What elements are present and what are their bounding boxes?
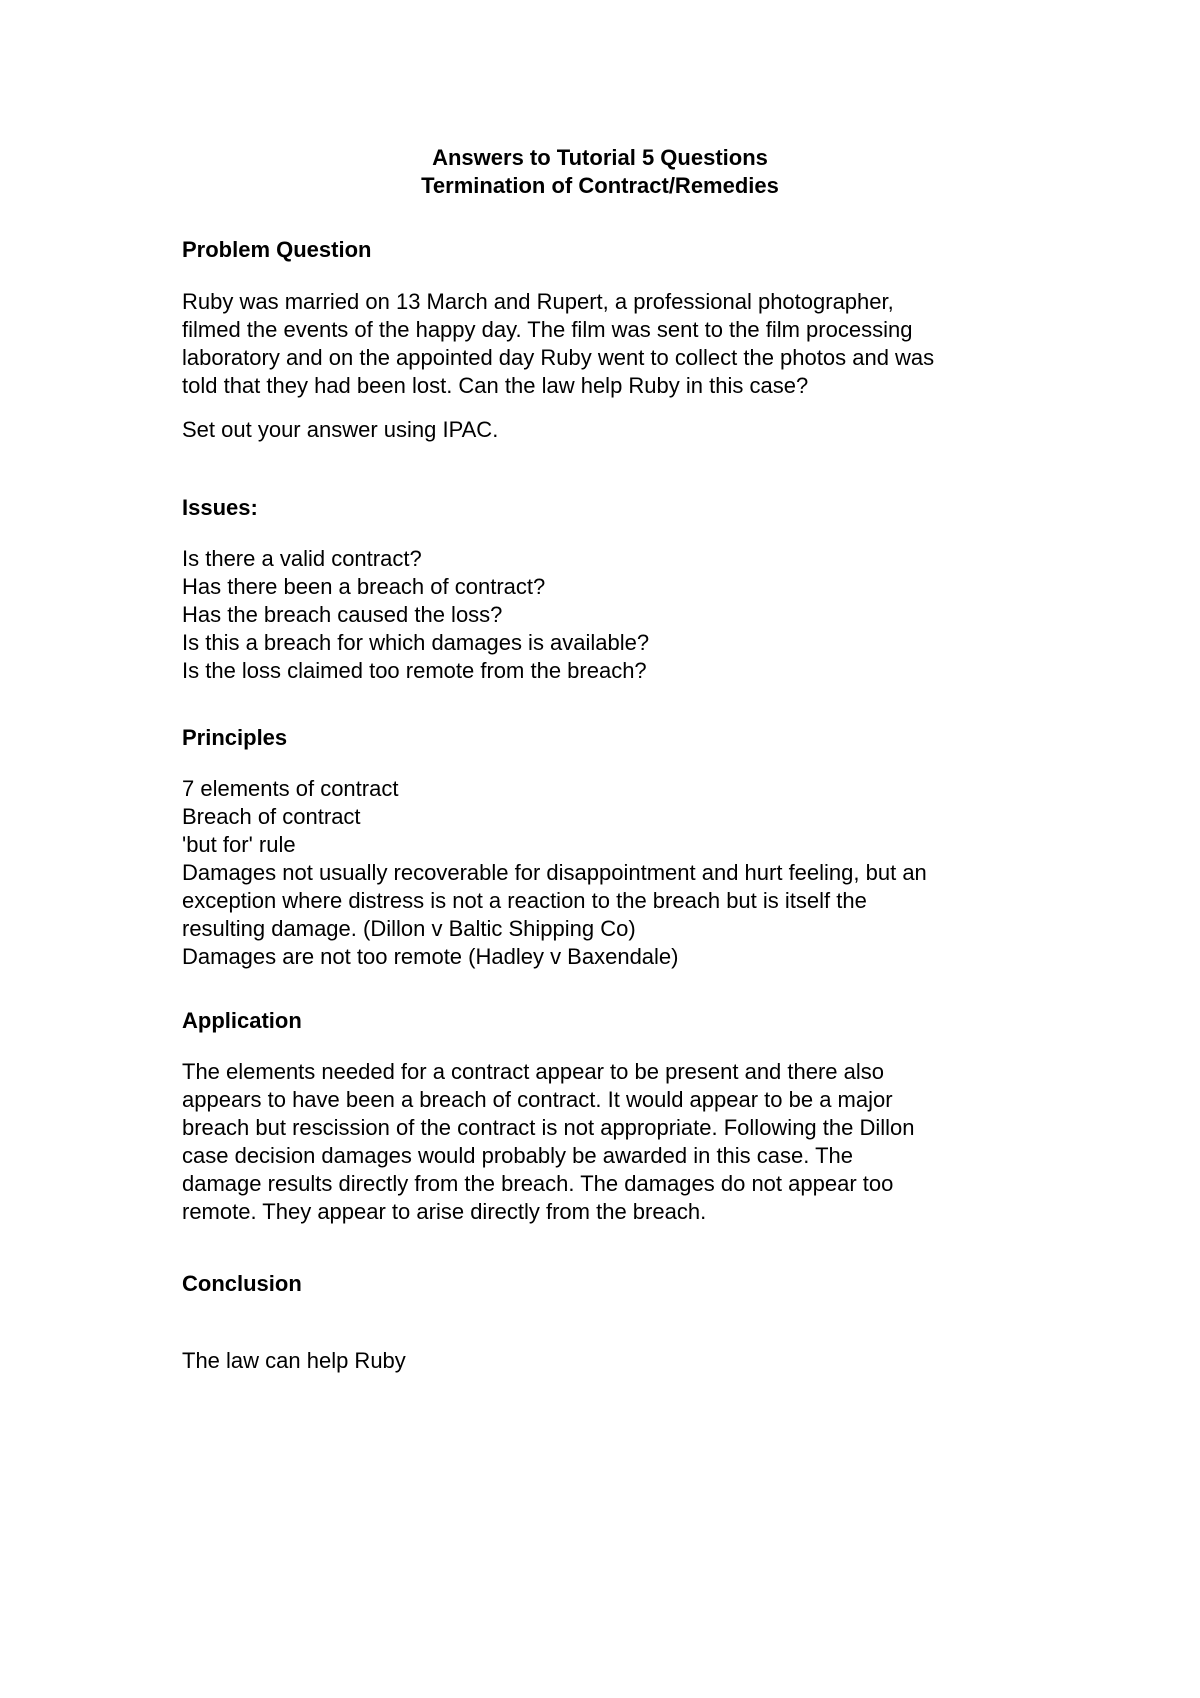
conclusion-heading: Conclusion xyxy=(182,1271,302,1296)
issue-item: Is this a breach for which damages is available? xyxy=(182,630,650,655)
principle-item: 'but for' rule xyxy=(182,832,296,857)
application-text xyxy=(182,1058,1042,1226)
issues-list xyxy=(182,545,1042,685)
problem-question-text xyxy=(182,288,1042,400)
problem-line: filmed the events of the happy day. The film was sent to the film processing xyxy=(182,317,913,342)
problem-question-heading: Problem Question xyxy=(182,237,372,262)
problem-line: told that they had been lost. Can the law help Ruby in this case? xyxy=(182,373,809,398)
application-line: remote. They appear to arise directly from the breach. xyxy=(182,1199,707,1224)
principles-list xyxy=(182,775,1042,971)
application-line: case decision damages would probably be awarded in this case. The xyxy=(182,1143,853,1168)
principle-item: Damages are not too remote (Hadley v Baxendale) xyxy=(182,944,679,969)
instruction-text: Set out your answer using IPAC. xyxy=(182,417,499,442)
title-line-1: Answers to Tutorial 5 Questions xyxy=(432,145,768,170)
issue-item: Has the breach caused the loss? xyxy=(182,602,503,627)
principle-item: Breach of contract xyxy=(182,804,361,829)
principles-heading: Principles xyxy=(182,725,288,750)
application-line: The elements needed for a contract appear to be present and there also xyxy=(182,1059,885,1084)
application-line: damage results directly from the breach. The damages do not appear too xyxy=(182,1171,894,1196)
application-line: appears to have been a breach of contract. It would appear to be a major xyxy=(182,1087,893,1112)
issues-heading: Issues: xyxy=(182,495,258,520)
principle-item: 7 elements of contract xyxy=(182,776,399,801)
problem-line: laboratory and on the appointed day Ruby went to collect the photos and was xyxy=(182,345,935,370)
principle-item: resulting damage. (Dillon v Baltic Shipping Co) xyxy=(182,916,636,941)
application-heading: Application xyxy=(182,1008,302,1033)
principle-item: exception where distress is not a reaction to the breach but is itself the xyxy=(182,888,867,913)
issue-item: Has there been a breach of contract? xyxy=(182,574,546,599)
application-line: breach but rescission of the contract is not appropriate. Following the Dillon xyxy=(182,1115,915,1140)
issue-item: Is the loss claimed too remote from the breach? xyxy=(182,658,647,683)
title-line-2: Termination of Contract/Remedies xyxy=(421,173,779,198)
document-title xyxy=(0,144,1200,200)
problem-line: Ruby was married on 13 March and Rupert, a professional photographer, xyxy=(182,289,894,314)
principle-item: Damages not usually recoverable for disappointment and hurt feeling, but an xyxy=(182,860,927,885)
issue-item: Is there a valid contract? xyxy=(182,546,422,571)
conclusion-text: The law can help Ruby xyxy=(182,1348,406,1373)
